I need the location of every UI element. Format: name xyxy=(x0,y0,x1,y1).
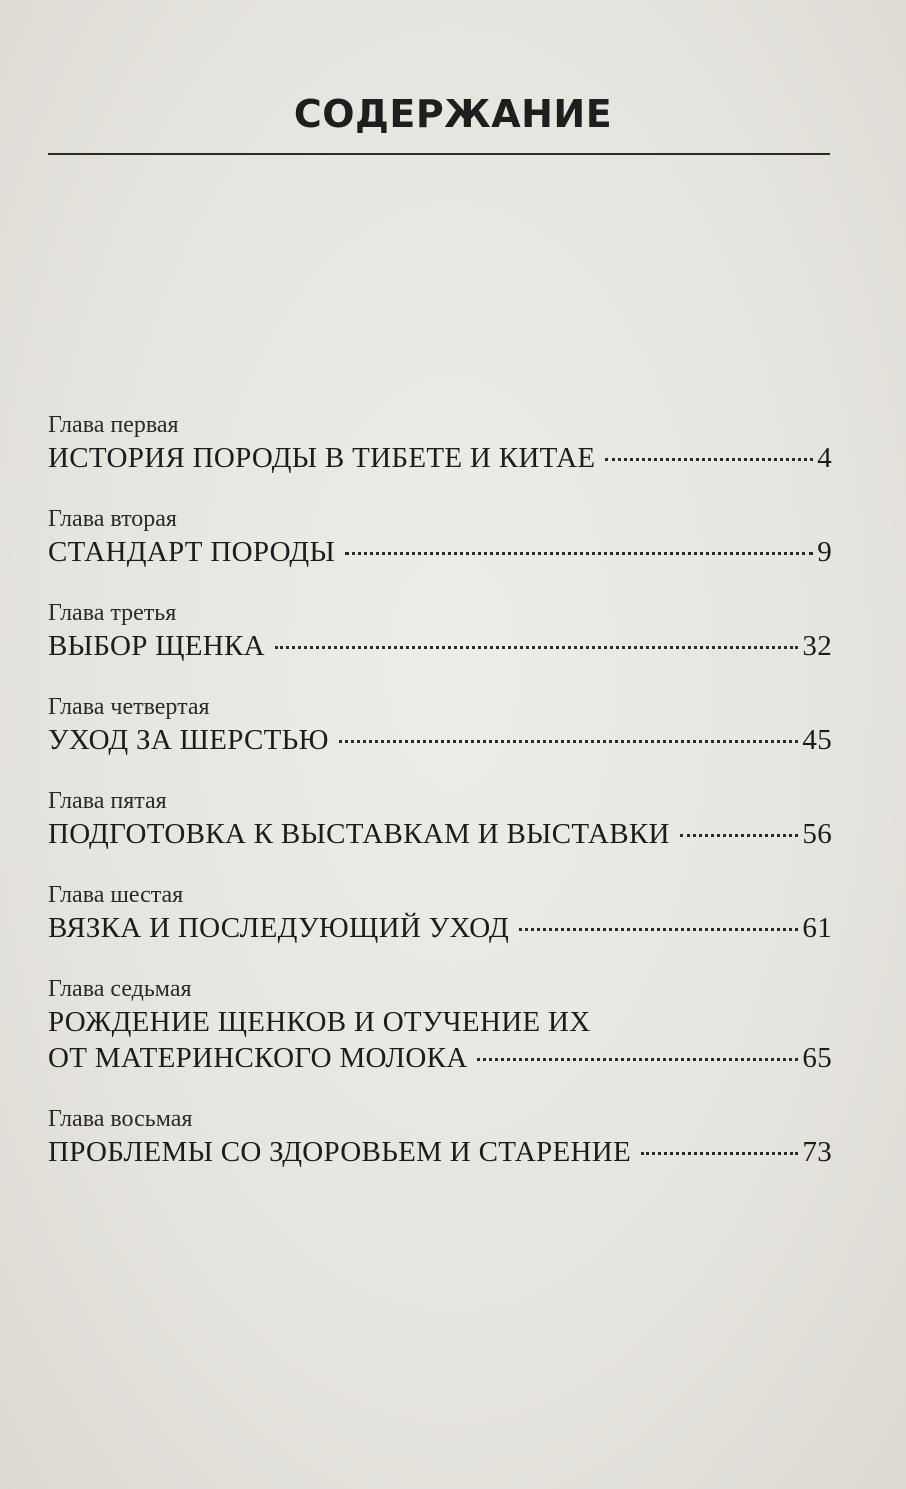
chapter-label: Глава четвертая xyxy=(48,694,210,720)
page-number: 61 xyxy=(802,912,832,944)
toc-entry-3 xyxy=(48,598,832,664)
chapter-title: ВЯЗКА И ПОСЛЕДУЮЩИЙ УХОД xyxy=(48,912,510,944)
leader-dots xyxy=(680,834,799,837)
chapter-title: ПОДГОТОВКА К ВЫСТАВКАМ И ВЫСТАВКИ xyxy=(48,818,670,850)
toc-entry-7 xyxy=(48,974,832,1076)
table-of-contents xyxy=(48,410,832,1198)
chapter-label: Глава третья xyxy=(48,600,177,626)
toc-entry-1 xyxy=(48,410,832,476)
chapter-label: Глава седьмая xyxy=(48,976,192,1002)
chapter-title-line-2: ОТ МАТЕРИНСКОГО МОЛОКА xyxy=(48,1042,468,1074)
page-number: 9 xyxy=(817,536,832,568)
toc-entry-2 xyxy=(48,504,832,570)
title-rule xyxy=(48,153,830,155)
toc-entry-5 xyxy=(48,786,832,852)
leader-dots xyxy=(477,1058,798,1061)
leader-dots xyxy=(275,646,798,649)
chapter-title: УХОД ЗА ШЕРСТЬЮ xyxy=(48,724,329,756)
page-number: 45 xyxy=(802,724,832,756)
leader-dots xyxy=(339,740,799,743)
chapter-label: Глава первая xyxy=(48,412,179,438)
chapter-title: ПРОБЛЕМЫ СО ЗДОРОВЬЕМ И СТАРЕНИЕ xyxy=(48,1136,631,1168)
page-number: 56 xyxy=(802,818,832,850)
toc-entry-6 xyxy=(48,880,832,946)
chapter-title: ВЫБОР ЩЕНКА xyxy=(48,630,265,662)
leader-dots xyxy=(345,552,813,555)
chapter-label: Глава шестая xyxy=(48,882,184,908)
leader-dots xyxy=(519,928,798,931)
toc-entry-8 xyxy=(48,1104,832,1170)
page-number: 65 xyxy=(802,1042,832,1074)
page-number: 73 xyxy=(802,1136,832,1168)
chapter-title-line-1: РОЖДЕНИЕ ЩЕНКОВ И ОТУЧЕНИЕ ИХ xyxy=(48,1006,591,1038)
chapter-label: Глава восьмая xyxy=(48,1106,193,1132)
page-title: СОДЕРЖАНИЕ xyxy=(293,92,613,136)
leader-dots xyxy=(605,458,813,461)
page-number: 32 xyxy=(802,630,832,662)
chapter-title: СТАНДАРТ ПОРОДЫ xyxy=(48,536,336,568)
chapter-label: Глава пятая xyxy=(48,788,167,814)
chapter-label: Глава вторая xyxy=(48,506,177,532)
chapter-title: ИСТОРИЯ ПОРОДЫ В ТИБЕТЕ И КИТАЕ xyxy=(48,442,596,474)
leader-dots xyxy=(641,1152,798,1155)
toc-entry-4 xyxy=(48,692,832,758)
page-number: 4 xyxy=(817,442,832,474)
